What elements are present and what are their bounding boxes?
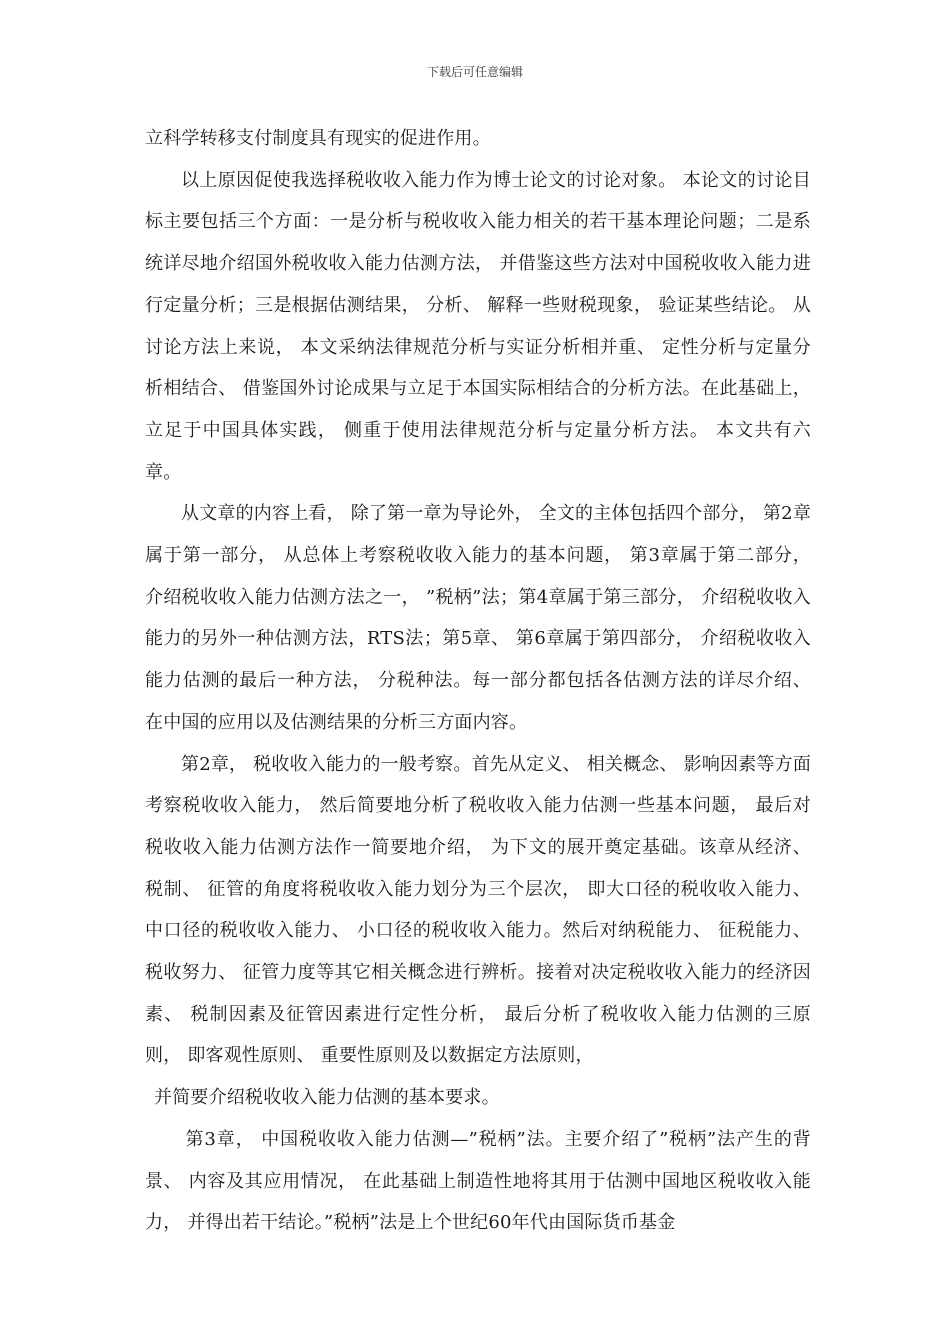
document-body [145, 118, 811, 1244]
paragraph-research-goals: 以上原因促使我选择税收收入能力作为博士论文的讨论对象。 本论文的讨论目标主要包括三个方面：一是分析与税收收入能力相关的若干基本理论问题；二是系统详尽地介绍国外税收收入能力估测方法， 并借鉴这些方法对中国税收收入能力进行定量分析；三是根据估测结果， 分析、 解释一些财税现象， 验证某些结论。 从讨论方法上来说， 本文采纳法律规范分析与实证分析相并重、 定性分析与定量分析相结合、 借鉴国外讨论成果与立足于本国实际相结合的分析方法。在此基础上， 立足于中国具体实践， 侧重于使用法律规范分析与定量分析方法。 本文共有六章。 [145, 169, 811, 483]
paragraph-chapter-2-end: 并简要介绍税收收入能力估测的基本要求。 [154, 1087, 500, 1109]
paragraph-chapter-2: 第2章， 税收收入能力的一般考察。首先从定义、 相关概念、 影响因素等方面考察税收收入能力， 然后简要地分析了税收收入能力估测一些基本问题， 最后对税收收入能力估测方法作一简要地介绍， 为下文的展开奠定基础。该章从经济、 税制、 征管的角度将税收收入能力划分为三个层次， 即大口径的税收收入能力、 中口径的税收收入能力、 小口径的税收收入能力。然后对纳税能力、 征税能力、 税收努力、 征管力度等其它相关概念进行辨析。接着对决定税收收入能力的经济因素、 税制因素及征管因素进行定性分析， 最后分析了税收收入能力估测的三原则， 即客观性原则、 重要性原则及以数据定方法原则， [145, 753, 812, 1067]
page-header: 下载后可任意编辑 [426, 65, 523, 79]
paragraph-structure-overview: 从文章的内容上看， 除了第一章为导论外， 全文的主体包括四个部分， 第2章属于第一部分， 从总体上考察税收收入能力的基本问题， 第3章属于第二部分， 介绍税收收入能力估测方法之一， ”税柄”法；第4章属于第三部分， 介绍税收收入能力的另外一种估测方法，RTS法；第5章、 第6章属于第四部分， 介绍税收收入能力估测的最后一种方法， 分税种法。每一部分都包括各估测方法的详尽介绍、 在中国的应用以及估测结果的分析三方面内容。 [145, 503, 812, 733]
paragraph-chapter-3: 第3章， 中国税收收入能力估测—”税柄”法。主要介绍了”税柄”法产生的背景、 内容及其应用情况， 在此基础上制造性地将其用于估测中国地区税收收入能力， 并得出若干结论。”税柄”法是上个世纪60年代由国际货币基金 [145, 1128, 811, 1234]
paragraph-continuation: 立科学转移支付制度具有现实的促进作用。 [145, 128, 491, 149]
